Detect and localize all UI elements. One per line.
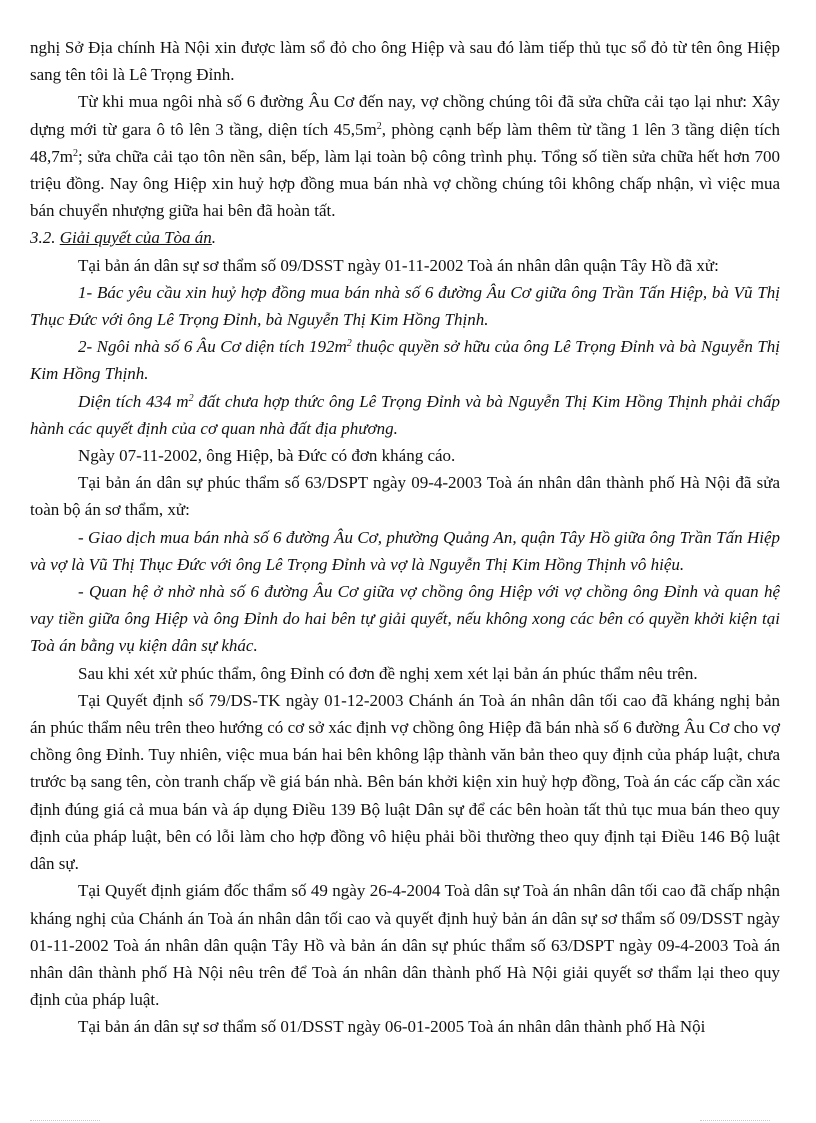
ruling-item-1: 1- Bác yêu cầu xin huỷ hợp đồng mua bán nhà số 6 đường Âu Cơ giữa ông Trần Tấn Hiệp, bà Vũ Thị Thục Đức với ông Lê Trọng Đỉnh, bà Nguyễn Thị Kim Hồng Thịnh. (30, 282, 780, 330)
paragraph-2-part-c: ; sửa chữa cải tạo tôn nền sân, bếp, làm lại toàn bộ công trình phụ. Tổng số tiền sửa chữa hết hơn 700 triệu đồng. Nay ông Hiệp xin huỷ hợp đồng mua bán nhà vợ chồng chúng tôi không chấp nhận, vì việc mua bán chuyển nhượng giữa hai bên đã hoàn tất. (30, 146, 780, 221)
paragraph-appeal: Ngày 07-11-2002, ông Hiệp, bà Đức có đơn kháng cáo. (78, 446, 456, 466)
superscript-squared: 2 (346, 338, 352, 350)
appellate-ruling-item-2: - Quan hệ ở nhờ nhà số 6 đường Âu Cơ giữa vợ chồng ông Hiệp với vợ chồng ông Đỉnh và quan hệ vay tiền giữa ông Hiệp và ông Đỉnh do hai bên tự giải quyết, nếu không xong các bên có quyền khởi kiện tại Toà án bằng vụ kiện dân sự khác. (30, 582, 780, 656)
section-heading (30, 224, 780, 251)
ruling-item-2-part-a: 2- Ngôi nhà số 6 Âu Cơ diện tích 192m (78, 337, 347, 357)
section-number: 3.2. (30, 228, 60, 248)
paragraph-cassation-decision: Tại Quyết định giám đốc thẩm số 49 ngày 26-4-2004 Toà dân sự Toà án nhân dân tối cao đã chấp nhận kháng nghị của Chánh án Toà án nhân dân tối cao và quyết định huỷ bản án dân sự sơ thẩm số 09/DSST ngày 01-11-2002 Toà án nhân dân quận Tây Hồ và bản án dân sự phúc thẩm số 63/DSPT ngày 09-4-2003 Toà án nhân dân thành phố Hà Nội nêu trên để Toà án nhân dân thành phố Hà Nội giải quyết sơ thẩm lại theo quy định của pháp luật. (30, 881, 780, 1010)
section-heading-end: . (211, 228, 217, 248)
footer-divider-left (30, 1120, 100, 1121)
paragraph-3: Tại bản án dân sự sơ thẩm số 09/DSST ngày 01-11-2002 Toà án nhân dân quận Tây Hồ đã xử: (78, 255, 719, 275)
paragraph-2-part-b: , phòng cạnh bếp làm thêm từ tầng 1 lên 3 tầng diện tích 48,7m (30, 119, 780, 166)
paragraph-1: nghị Sở Địa chính Hà Nội xin được làm sổ đỏ cho ông Hiệp và sau đó làm tiếp thủ tục sổ đỏ từ tên ông Hiệp sang tên tôi là Lê Trọng Đỉnh. (30, 38, 780, 85)
paragraph-2 (30, 88, 780, 224)
paragraph-review-request: Sau khi xét xử phúc thẩm, ông Đỉnh có đơn đề nghị xem xét lại bản án phúc thẩm nêu trên. (78, 663, 698, 683)
footer-divider-right (700, 1120, 770, 1121)
appellate-ruling-item-1: - Giao dịch mua bán nhà số 6 đường Âu Cơ, phường Quảng An, quận Tây Hồ giữa ông Trần Tấn Hiệp và vợ là Vũ Thị Thục Đức với ông Lê Trọng Đỉnh và vợ là Nguyễn Thị Kim Hồng Thịnh vô hiệu. (30, 527, 780, 574)
paragraph-2-part-a: Từ khi mua ngôi nhà số 6 đường Âu Cơ đến nay, vợ chồng chúng tôi đã sửa chữa cải tạo lại như: Xây dựng mới từ gara ô tô lên 3 tầng, diện tích 45,5m (30, 92, 780, 139)
paragraph-protest-decision: Tại Quyết định số 79/DS-TK ngày 01-12-2003 Chánh án Toà án nhân dân tối cao đã kháng nghị bản án phúc thẩm nêu trên theo hướng có cơ sở xác định vợ chồng ông Hiệp đã bán nhà số 6 đường Âu Cơ cho vợ chồng ông Đỉnh. Tuy nhiên, việc mua bán hai bên không lập thành văn bản theo quy định của pháp luật, chưa trước bạ sang tên, còn tranh chấp về giá bán nhà. Bên bán khởi kiện xin huỷ hợp đồng, Toà án các cấp cần xác định đúng giá cả mua bán và áp dụng Điều 139 Bộ luật Dân sự để các bên hoàn tất thủ tục mua bán theo quy định của pháp luật, bên có lỗi làm cho hợp đồng vô hiệu phải bồi thường theo quy định tại Điều 146 Bộ luật dân sự. (30, 690, 780, 874)
document-page (30, 34, 780, 1041)
superscript-squared: 2 (188, 392, 194, 404)
ruling-item-3 (30, 388, 780, 442)
superscript-squared: 2 (376, 120, 382, 132)
section-title: Giải quyết của Tòa án (59, 228, 212, 248)
paragraph-appellate-judgment: Tại bản án dân sự phúc thẩm số 63/DSPT ngày 09-4-2003 Toà án nhân dân thành phố Hà Nội đã sửa toàn bộ án sơ thẩm, xử: (30, 473, 780, 520)
superscript-squared: 2 (72, 147, 78, 159)
ruling-item-3-part-a: Diện tích 434 m (78, 391, 189, 411)
ruling-item-2 (30, 333, 780, 387)
paragraph-retrial-judgment: Tại bản án dân sự sơ thẩm số 01/DSST ngày 06-01-2005 Toà án nhân dân thành phố Hà Nội (78, 1017, 706, 1037)
ruling-item-3-part-b: đất chưa hợp thức ông Lê Trọng Đỉnh và bà Nguyễn Thị Kim Hồng Thịnh phải chấp hành các quyết định của cơ quan nhà đất địa phương. (30, 391, 780, 438)
ruling-item-2-part-b: thuộc quyền sở hữu của ông Lê Trọng Đỉnh và bà Nguyễn Thị Kim Hồng Thịnh. (30, 337, 781, 384)
